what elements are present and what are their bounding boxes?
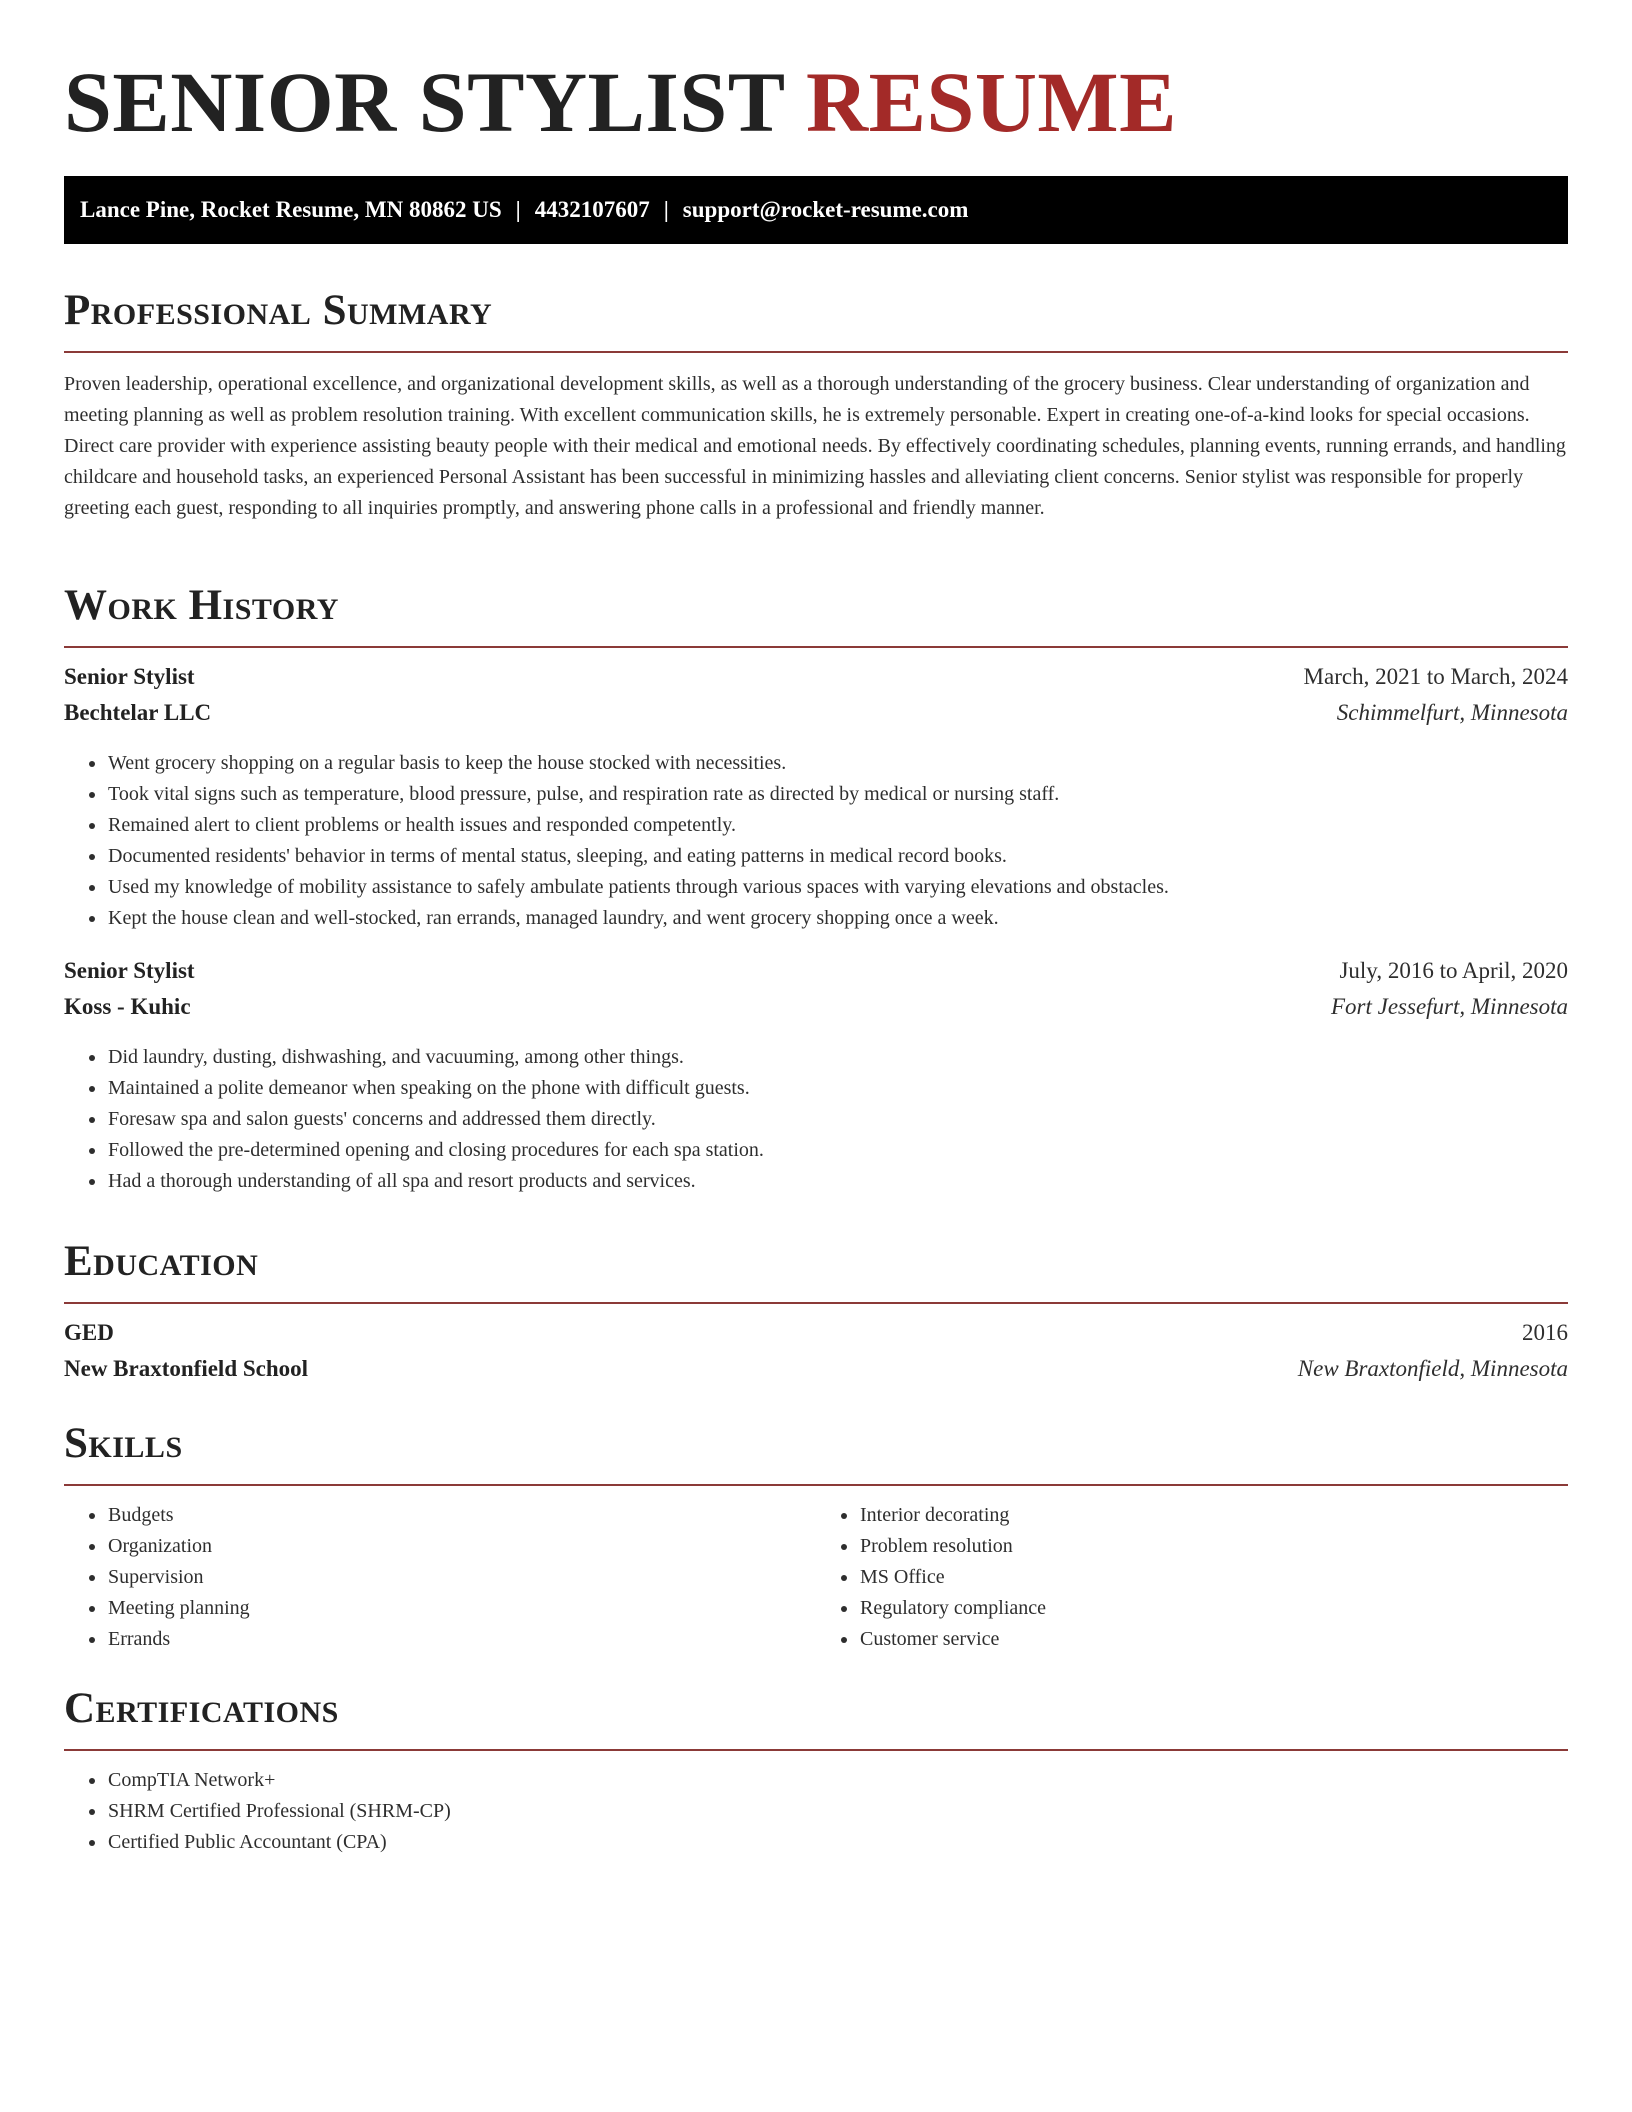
list-item: • Regulatory compliance (859, 1593, 1568, 1624)
list-item: • Maintained a polite demeanor when speaking on the phone with difficult guests. (107, 1073, 1568, 1104)
education-year: 2016 (1522, 1320, 1568, 1345)
list-item: • Meeting planning (107, 1593, 816, 1624)
list-item: • Problem resolution (859, 1531, 1568, 1562)
list-item: • Remained alert to client problems or health issues and responded competently. (107, 810, 1568, 841)
job-title: Senior Stylist (64, 958, 195, 983)
section-divider (64, 1302, 1568, 1304)
list-item: • Customer service (859, 1624, 1568, 1655)
summary-section (64, 283, 1568, 524)
skills-columns (64, 1500, 1568, 1655)
education-heading: Education (64, 1238, 259, 1285)
list-item: • Had a thorough understanding of all spa and resort products and services. (107, 1166, 1568, 1197)
skills-section (64, 1416, 1568, 1655)
job-dates: March, 2021 to March, 2024 (1303, 664, 1568, 689)
list-item: • Kept the house clean and well-stocked, ran errands, managed laundry, and went grocery shopping once a week. (107, 903, 1568, 934)
summary-text: Proven leadership, operational excellence, and organizational development skills, as well as a thorough understanding of the grocery business. Clear understanding of organization and meeting planning as well as problem resolution training. With excellent communication skills, he is extremely personable. Expert in creating one-of-a-kind looks for special occasions. Direct care provider with experience assisting beauty people with their medical and emotional needs. By effectively coordinating schedules, planning events, running errands, and handling childcare and household tasks, an experienced Personal Assistant has been successful in minimizing hassles and alleviating client concerns. Senior stylist was responsible for properly greeting each guest, responding to all inquiries promptly, and answering phone calls in a professional and friendly manner. (64, 373, 1566, 519)
list-item: • Errands (107, 1624, 816, 1655)
job-company: Bechtelar LLC (64, 700, 212, 725)
list-item: • SHRM Certified Professional (SHRM-CP) (107, 1796, 1568, 1827)
section-divider (64, 351, 1568, 353)
section-divider (64, 1749, 1568, 1751)
resume-title (64, 0, 1568, 152)
education-entry (64, 1320, 1568, 1392)
skills-list-left (64, 1500, 816, 1655)
job-location: Schimmelfurt, Minnesota (1336, 700, 1568, 725)
certifications-list (64, 1765, 1568, 1858)
skills-heading: Skills (64, 1420, 183, 1467)
education-degree: GED (64, 1320, 114, 1345)
education-section (64, 1234, 1568, 1392)
education-header-row (64, 1320, 1568, 1356)
certifications-section (64, 1681, 1568, 1858)
list-item: • Budgets (107, 1500, 816, 1531)
job-duties (64, 748, 1568, 934)
contact-phone: 4432107607 (534, 197, 650, 222)
contact-email: support@rocket-resume.com (682, 197, 969, 222)
list-item: • Took vital signs such as temperature, blood pressure, pulse, and respiration rate as directed by medical or nursing staff. (107, 779, 1568, 810)
job-location: Fort Jessefurt, Minnesota (1331, 994, 1568, 1019)
section-divider (64, 646, 1568, 648)
contact-separator: | (515, 197, 521, 222)
title-main: SENIOR STYLIST (64, 54, 785, 150)
job-company-row (64, 700, 1568, 736)
job-dates: July, 2016 to April, 2020 (1339, 958, 1568, 983)
contact-bar (64, 176, 1568, 244)
education-location: New Braxtonfield, Minnesota (1297, 1356, 1568, 1381)
list-item: • Went grocery shopping on a regular basis to keep the house stocked with necessities. (107, 748, 1568, 779)
summary-heading: Professional Summary (64, 287, 493, 334)
job-entry (64, 958, 1568, 1197)
list-item: • Did laundry, dusting, dishwashing, and vacuuming, among other things. (107, 1042, 1568, 1073)
list-item: • Certified Public Accountant (CPA) (107, 1827, 1568, 1858)
job-header-row (64, 664, 1568, 700)
list-item: • Followed the pre-determined opening and closing procedures for each spa station. (107, 1135, 1568, 1166)
list-item: • CompTIA Network+ (107, 1765, 1568, 1796)
contact-address: Lance Pine, Rocket Resume, MN 80862 US (80, 197, 502, 222)
work-history-section (64, 578, 1568, 1197)
work-history-heading: Work History (64, 582, 339, 629)
list-item: • Foresaw spa and salon guests' concerns and addressed them directly. (107, 1104, 1568, 1135)
list-item: • Documented residents' behavior in terms of mental status, sleeping, and eating patterns in medical record books. (107, 841, 1568, 872)
list-item: • Organization (107, 1531, 816, 1562)
education-school-row (64, 1356, 1568, 1392)
skills-list-right (816, 1500, 1568, 1655)
list-item: • Supervision (107, 1562, 816, 1593)
list-item: • Used my knowledge of mobility assistance to safely ambulate patients through various spaces with varying elevations and obstacles. (107, 872, 1568, 903)
title-accent: RESUME (806, 54, 1177, 150)
list-item: • Interior decorating (859, 1500, 1568, 1531)
section-divider (64, 1484, 1568, 1486)
job-company-row (64, 994, 1568, 1030)
job-title: Senior Stylist (64, 664, 195, 689)
job-header-row (64, 958, 1568, 994)
list-item: • MS Office (859, 1562, 1568, 1593)
education-school: New Braxtonfield School (64, 1356, 309, 1381)
job-company: Koss - Kuhic (64, 994, 191, 1019)
job-entry (64, 664, 1568, 934)
job-duties (64, 1042, 1568, 1197)
contact-separator: | (663, 197, 669, 222)
certifications-heading: Certifications (64, 1685, 339, 1732)
